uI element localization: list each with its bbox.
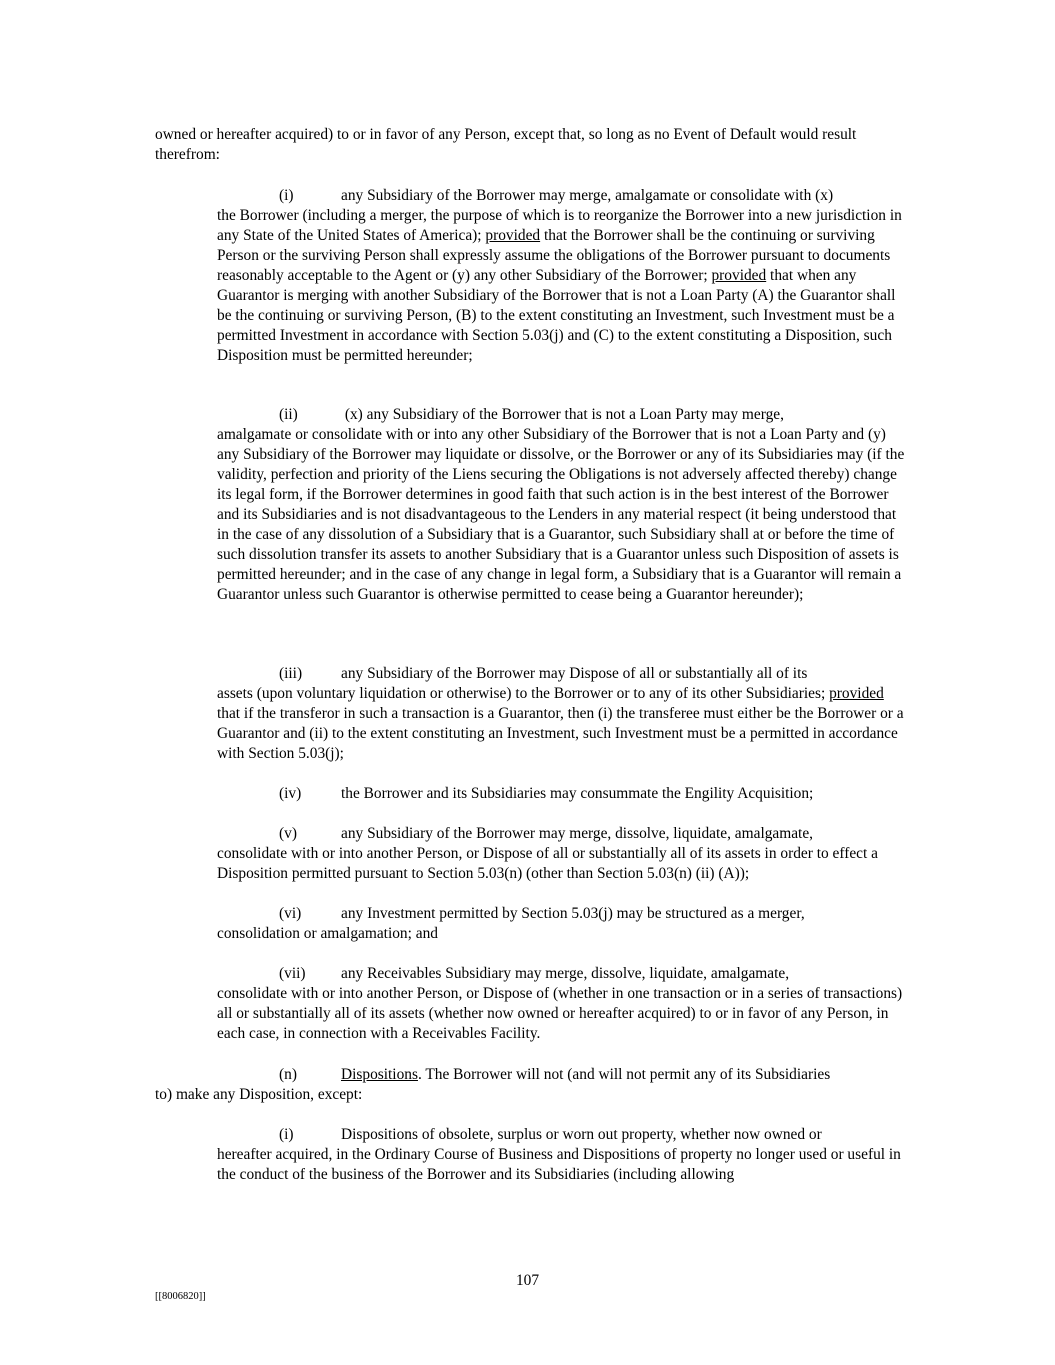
clause-vi-text: consolidation or amalgamation; and [217,925,438,942]
clause-ii [217,405,907,605]
section-n-first-line [155,1065,907,1085]
clause-iii-number: (iii) [279,665,303,682]
section-n-lead-text: . The Borrower will not (and will not permit any of its Subsidiaries [417,1066,831,1083]
clause-i-lead-text: any Subsidiary of the Borrower may merge, amalgamate or consolidate with (x) [341,187,834,204]
clause-v-lead-text: any Subsidiary of the Borrower may merge, dissolve, liquidate, amalgamate, [341,825,813,842]
clause-iv-first-line [217,784,907,804]
clause-iii-text-2: that if the transferor in such a transaction is a Guarantor, then (i) the transferee must either be the Borrower or a Guarantor and (ii) to the extent constituting an Investment, such Investment must be a permitted in accordance with Section 5.03(j); [217,705,904,762]
section-n-text: to) make any Disposition, except: [155,1086,363,1103]
clause-vii-lead-text: any Receivables Subsidiary may merge, dissolve, liquidate, amalgamate, [341,965,790,982]
clause-iii-provided: provided [829,685,884,702]
clause-ii-first-line [217,405,907,425]
section-n [155,1065,907,1105]
clause-i [217,186,907,366]
clause-i-text-1: the Borrower (including a merger, the purpose of which is to reorganize the Borrower into a new jurisdiction in any State of the United States of America); [217,207,902,244]
section-n-clause-i [217,1125,907,1185]
page-number: 107 [515,1272,540,1289]
lead-paragraph: owned or hereafter acquired) to or in favor of any Person, except that, so long as no Event of Default would result therefrom: [155,126,857,163]
clause-vi [217,904,907,944]
clause-vii-text: consolidate with or into another Person, or Dispose of (whether in one transaction or in a series of transactions) all or substantially all of its assets (whether now owned or hereafter acquired) to or in favor of any Person, in each case, in connection with a Receivables Facility. [217,985,903,1042]
clause-i-text-2: that the Borrower shall be the continuing or surviving Person or the surviving Person shall expressly assume the obligations of the Borrower pursuant to documents reasonably acceptable to the Agent or (y) any other Subsidiary of the Borrower; [217,227,891,284]
clause-iv-number: (iv) [279,785,302,802]
clause-iv-lead-text: the Borrower and its Subsidiaries may consummate the Engility Acquisition; [341,785,814,802]
clause-ii-number: (ii) [279,406,298,423]
document-id: [[8006820]] [155,1291,206,1302]
clause-v-number: (v) [279,825,297,842]
clause-vii-first-line [217,964,907,984]
clause-iv [217,784,907,804]
clause-ii-lead-text: (x) any Subsidiary of the Borrower that is not a Loan Party may merge, [341,406,784,423]
clause-vii-number: (vii) [279,965,306,982]
clause-i-provided-1: provided [485,227,541,244]
clause-vi-number: (vi) [279,905,302,922]
clause-i-number: (i) [279,187,294,204]
clause-vi-lead-text: any Investment permitted by Section 5.03(j) may be structured as a merger, [341,905,805,922]
clause-i-text-3: that when any Guarantor is merging with another Subsidiary of the Borrower that is not a Loan Party (A) the Guarantor shall be the continuing or surviving Person, (B) to the extent constituting an Investment, such Investment must be a permitted Investment in accordance with Section 5.03(j) and (C) to the extent constituting a Disposition, such Disposition must be permitted hereunder; [217,267,896,364]
clause-vi-first-line [217,904,907,924]
section-n-number: (n) [279,1066,297,1083]
clause-v [217,824,907,884]
clause-iii-lead-text: any Subsidiary of the Borrower may Dispose of all or substantially all of its [341,665,808,682]
clause-vii [217,964,907,1044]
clause-iii [217,664,907,764]
clause-iii-first-line [217,664,907,684]
section-n-clause-i-lead-text: Dispositions of obsolete, surplus or worn out property, whether now owned or [341,1126,822,1143]
section-n-clause-i-text: hereafter acquired, in the Ordinary Course of Business and Dispositions of property no longer used or useful in the conduct of the business of the Borrower and its Subsidiaries (including allowing [217,1146,901,1183]
section-n-heading: Dispositions [341,1066,418,1083]
clause-v-text: consolidate with or into another Person, or Dispose of all or substantially all of its assets in order to effect a Disposition permitted pursuant to Section 5.03(n) (other than Section 5.03(n) (ii) (A)); [217,845,878,882]
clause-v-first-line [217,824,907,844]
clause-i-provided-2: provided [711,267,767,284]
clause-i-first-line [217,186,907,206]
clause-iii-text-1: assets (upon voluntary liquidation or otherwise) to the Borrower or to any of its other Subsidiaries; [217,685,830,702]
section-n-clause-i-first-line [217,1125,907,1145]
section-n-clause-i-number: (i) [279,1126,294,1143]
clause-ii-text: amalgamate or consolidate with or into any other Subsidiary of the Borrower that is not a Loan Party and (y) any Subsidiary of the Borrower may liquidate or dissolve, or the Borrower or any of its Subsidiaries may (if the validity, perfection and priority of the Liens securing the Obligations is not adversely affected thereby) change its legal form, if the Borrower determines in good faith that such action is in the best interest of the Borrower and its Subsidiaries and is not disadvantageous to the Lenders in any material respect (it being understood that in the case of any dissolution of a Subsidiary that is a Guarantor, such Subsidiary shall at or before the time of such dissolution transfer its assets to another Subsidiary that is a Guarantor unless such Disposition of assets is permitted hereunder; and in the case of any change in legal form, a Subsidiary that is a Guarantor will remain a Guarantor unless such Guarantor is otherwise permitted to cease being a Guarantor hereunder); [217,426,905,603]
